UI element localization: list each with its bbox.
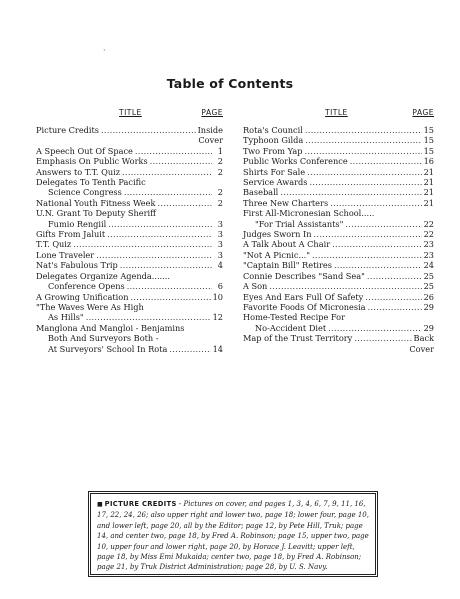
toc-entry-page: 4 [217,260,223,271]
toc-entry-title: Favorite Foods Of Micronesia [243,301,366,312]
toc-entry [243,229,434,239]
toc-entry [243,239,434,249]
toc-entry-title: A Son [243,281,268,292]
dot-leader [368,302,422,312]
toc-entry [36,250,223,260]
credits-body: - Pictures on cover, and pages 1, 3, 4, 6, 7, 9, 11, 16, 17, 22, 24, 26; also upper right and lower two, page 18; lower four, page 10, and lower left, page 20, all by the Editor; page 12, by Pete Hill, Truk; page 14, and center two, page 18, by Fred A. Robinson; page 15, upper two, page 10, upper four and lower right, page 20, by Horace J. Leavitt; upper left, page 18, by Miss Emi Mukaida; center two, page 18, by Fred A. Robinson; page 21, by Truk District Administration; page 28, by U. S. Navy. [97,500,369,572]
toc-entry-title: Picture Credits [36,125,100,135]
dot-leader [101,125,196,135]
toc-entry [243,344,434,354]
toc-entry [243,323,434,333]
toc-entry [243,156,434,166]
toc-entry [36,260,223,270]
toc-entry-page: 21 [423,197,434,208]
dot-leader [305,146,422,156]
toc-entry [243,302,434,312]
toc-entry [243,177,434,187]
toc-entry [243,333,434,343]
toc-entry [36,333,223,343]
toc-entry [36,167,223,177]
toc-entry-title: As Hills" [48,312,84,323]
toc-entry-page: 22 [423,218,434,229]
toc-entry [243,198,434,208]
column-header [243,108,434,117]
toc-entry [36,302,223,312]
toc-entry [36,312,223,322]
toc-entry-page: 14 [212,343,223,354]
toc-entry-title: "For Trial Assistants" [255,218,344,229]
toc-entry-title: Fumio Rengiil [48,218,107,229]
dot-leader [169,344,210,354]
toc-entry-page: 21 [423,177,434,188]
toc-entry-title: Shirts For Sale [243,166,306,177]
column-header [36,108,223,117]
toc-entry-title: Emphasis On Public Works [36,156,148,167]
toc-entry [243,208,434,218]
toc-entry-title: A Growing Unification [36,291,129,302]
toc-entry [36,187,223,197]
dot-leader [305,125,422,135]
toc-entry [36,229,223,239]
dot-leader [157,198,212,208]
toc-entry-page: 24 [423,260,434,271]
dot-leader [108,219,212,229]
toc-entry-title: Answers to T.T. Quiz [36,166,121,177]
toc-entry-title: Three New Charters [243,197,329,208]
picture-credits-text [97,499,370,573]
toc-entry-title: Judges Sworn In [243,229,312,240]
toc-entry-page: 15 [423,135,434,146]
toc-column-left [36,108,223,354]
toc-entry [36,219,223,229]
dot-leader [135,146,212,156]
toc-entry [36,239,223,249]
toc-entry-title: Home-Tested Recipe For [243,312,345,323]
toc-entry-page: 23 [423,239,434,250]
toc-entry-title: A Talk About A Chair [243,239,331,250]
toc-entry-title: Baseball [243,187,279,198]
dot-leader [330,198,421,208]
toc-entry [243,219,434,229]
toc-entry-title: Eyes And Ears Full Of Safety [243,291,364,302]
toc-entry-title: Delegates To Tenth Pacific [36,177,146,188]
toc-entry-title: Typhoon Gilda [243,135,304,146]
picture-credits-box [90,493,376,575]
dot-leader [124,187,212,197]
dot-leader [107,229,212,239]
toc-entry-page: 12 [212,312,223,323]
toc-entry-title: Public Works Conference [243,156,348,167]
toc-entry [243,135,434,145]
credits-marker: ■ [97,501,103,508]
dot-leader [345,219,421,229]
toc-entry-title: T.T. Quiz [36,239,72,250]
stray-mark: · [103,46,106,55]
toc-entry-page: 15 [423,145,434,156]
dot-leader [305,135,421,145]
toc-entry-title: Gifts From Jaluit [36,229,106,240]
toc-entry [36,344,223,354]
dot-leader [328,323,421,333]
page-header: PAGE [412,108,434,117]
toc-entry-title: National Youth Fitness Week [36,197,156,208]
toc-entry-page: 22 [423,229,434,240]
toc-entry-page: 15 [423,125,434,135]
dot-leader [309,177,421,187]
dot-leader [350,156,422,166]
toc-entry-page: 1 [217,145,223,156]
toc-entry-page: 25 [423,281,434,292]
toc-entry [243,312,434,322]
toc-entry [243,167,434,177]
dot-leader [307,167,421,177]
toc-entry-title: Map of the Trust Territory [243,333,353,344]
toc-entry-title: Both And Surveyors Both - [48,333,159,344]
toc-entry-title: Lone Traveler [36,249,95,260]
page-header: PAGE [201,108,223,117]
toc-entry-page: 29 [423,301,434,312]
title-header: TITLE [119,108,142,117]
dot-leader [334,260,422,270]
toc-entry-page: 23 [423,249,434,260]
toc-entry-title: Service Awards [243,177,308,188]
dot-leader [365,292,421,302]
toc-entry-title: Delegates Organize Agenda....... [36,270,170,281]
credits-lead: PICTURE CREDITS [104,500,177,508]
title-header: TITLE [325,108,348,117]
dot-leader [150,156,212,166]
toc-entry-page: 3 [217,218,223,229]
dot-leader [73,239,212,249]
toc-entry [36,271,223,281]
page-title: Table of Contents [166,76,294,91]
toc-entry [243,125,434,135]
dot-leader [269,281,421,291]
toc-entry-title: Science Congress [48,187,122,198]
toc-entry-title: Nat's Fabulous Trip [36,260,118,271]
toc-entry [243,281,434,291]
toc-entry-title: Two From Yap [243,145,303,156]
toc-entry-page: 6 [217,281,223,292]
dot-leader [332,239,421,249]
toc-entry-page: 2 [217,166,223,177]
dot-leader [127,281,212,291]
toc-entry [36,292,223,302]
toc-entry [36,146,223,156]
toc-entry-page: Back [413,333,434,344]
toc-entry-page: 2 [217,156,223,167]
toc-entry [243,271,434,281]
toc-entry [243,250,434,260]
toc-entry-title: U.N. Grant To Deputy Sheriff [36,208,156,219]
toc-entry [243,187,434,197]
toc-list-left [36,125,223,354]
toc-entry-page: 2 [217,197,223,208]
toc-entry-page: 21 [423,187,434,198]
toc-entry-title: Conference Opens [48,281,125,292]
toc-entry-page: Cover [198,135,223,146]
toc-entry-title: No-Accident Diet [255,322,327,333]
dot-leader [354,333,411,343]
toc-entry-title: "The Waves Were As High [36,301,144,312]
dot-leader [280,187,421,197]
toc-entry-page: 21 [423,166,434,177]
toc-entry-title: First All-Micronesian School..... [243,208,375,219]
toc-entry [36,135,223,145]
toc-entry-page: 10 [212,291,223,302]
toc-entry [36,156,223,166]
toc-entry-title: "Captain Bill" Retires [243,260,332,271]
dot-leader [120,260,212,270]
toc-entry-page: Inside [197,125,223,135]
toc-entry [243,260,434,270]
toc-entry [36,198,223,208]
toc-entry-page: 3 [217,229,223,240]
toc-entry-title: "Not A Picnic..." [243,249,311,260]
dot-leader [86,312,211,322]
toc-entry [36,281,223,291]
toc-entry-page: 2 [217,187,223,198]
toc-entry-page: Cover [409,343,434,354]
toc-entry-page: 16 [423,156,434,167]
toc-entry-page: 25 [423,270,434,281]
toc-entry-title: At Surveyors' School In Rota [48,343,168,354]
toc-entry-title: A Speech Out Of Space [36,145,133,156]
toc-entry-page: 3 [217,249,223,260]
dot-leader [96,250,212,260]
toc-list-right [243,125,434,354]
toc-entry [36,177,223,187]
toc-entry-title: Rota's Council [243,125,303,135]
toc-entry [243,292,434,302]
dot-leader [130,292,210,302]
dot-leader [312,250,422,260]
dot-leader [314,229,422,239]
toc-entry [36,208,223,218]
toc-entry-page: 26 [423,291,434,302]
toc-entry-title: Connie Describes "Sand Sea" [243,270,365,281]
toc-entry [36,125,223,135]
dot-leader [367,271,422,281]
toc-column-right [243,108,434,354]
dot-leader [122,167,212,177]
toc-entry-title: Manglona And Mangloi - Benjamins [36,322,185,333]
toc-entry [243,146,434,156]
toc-entry [36,323,223,333]
toc-entry-page: 3 [217,239,223,250]
toc-entry-page: 29 [423,322,434,333]
